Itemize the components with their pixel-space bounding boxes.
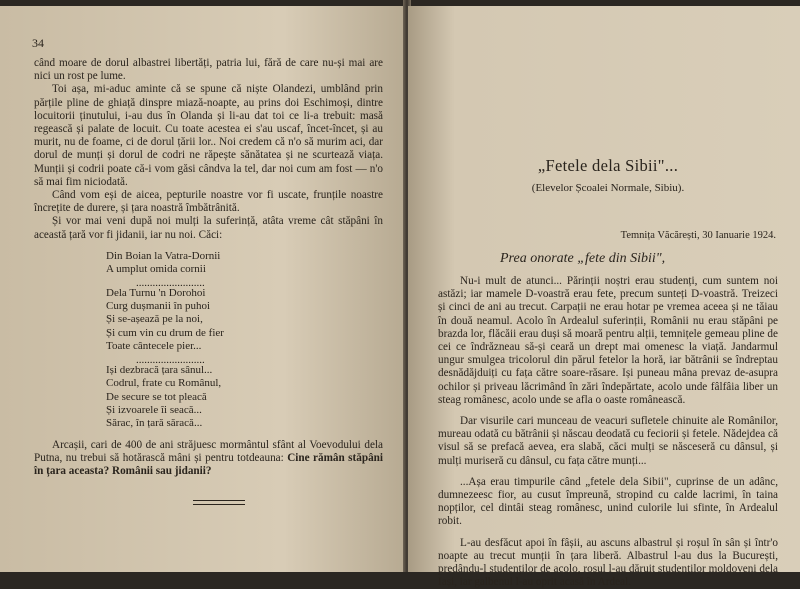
closing-text-wrap — [34, 439, 383, 479]
poem-separator: ......................... — [136, 353, 205, 366]
page-number: 34 — [32, 36, 44, 50]
right-body-text — [438, 275, 778, 589]
letter-subtitle: (Elevelor Școalei Normale, Sibiu). — [531, 182, 685, 194]
paragraph: Toi așa, mi-aduc aminte că se spune că niște Olandezi, umblând prin părțile pline de ghiață dinspre miază-noapte, au prins doi Eschimoși, dintre locuitorii ținutului, i-au dus în Olanda și li-au dat toi ce li-a trebuit: masă regească și palate de locuit. Cu toate acestea ei s'au uscaf, încet-încet, și au murit, nu de foame, ci de dorul țării lor.. Noi credem că n'o să murim aci, dar dorul de munți și dorul de codri ne răpește sănătatea și ne scurtează viața. Munții și codrii poate că-i vom găsi cândva la tel, dar noi cum am fost — n'o să mai fim niciodată. — [34, 83, 383, 188]
poem-line: Și se-așează pe la noi, — [106, 313, 203, 326]
poem-line: Sărac, în țară săracă... — [106, 417, 203, 430]
poem-line: A umplut omida cornii — [106, 263, 206, 276]
poem-line: Curg dușmanii în puhoi — [106, 300, 210, 313]
letter-title: „Fetele dela Sibii"... — [537, 156, 679, 175]
paragraph: Și vor mai veni după noi mulți la suferință, atâta vreme cât stăpâni în această țară vor fi jidanii, iar nu noi. Căci: — [34, 215, 383, 241]
poem-line: Codrul, frate cu Românul, — [106, 377, 222, 390]
poem-line: Și cum vin cu drum de fier — [106, 326, 224, 339]
poem — [106, 250, 383, 431]
salutation: Prea onorate „fete din Sibii", — [500, 251, 666, 266]
closing-paragraph — [34, 439, 383, 479]
poem-stanza — [106, 250, 383, 277]
left-body-text — [34, 57, 383, 242]
paragraph: Când vom eși de aicea, pepturile noastre vor fi uscate, frunțile noastre încrețite de durere, și țara noastră îmbătrânită. — [34, 189, 383, 215]
paragraph: Nu-i mult de atunci... Părinții noștri erau studenți, cum suntem noi astăzi; iar mamele D-voastră erau fete, precum sunteți D-voastră. Treizeci și cinci de ani au trecut. Carpații ne erau hotar pe vremea aceea și ne tăiau în două neamul. Acolo în Ardealul suferinții, Românii nu erau stăpâni pe brazda lor, flăcăii erau duși să moară pentru alții, temnițele gemeau pline de cei ce îndrăzneau să-și ceară un drept mai omenesc la viață. Jandarmul ungur smulgea tricolorul din părul fetelor la horă, iar bătrânii se îndreptau desnădăjduiți cu fața către soare-răsare. Iși puneau mâna prevaz de-asupra ochilor și priveau lăcrimând în zări îndepărtate, acolo unde fâlfâia liber un steag românesc, acolo unde se afla o oaste românească. — [438, 275, 778, 406]
end-rule — [193, 500, 245, 505]
right-page — [408, 6, 800, 589]
paragraph: L-au desfăcut apoi în fâșii, au ascuns albastrul și roșul în sân și într'o noapte au trecut munții în țara liberă. Albastrul l-au dus la București, predându-l studenților de acolo, roșul l-au dăruit studenților moldoveni dela Iași, iar galbenul l-au oprit acasă în Ardeal. — [438, 536, 778, 589]
poem-stanza — [106, 364, 383, 431]
paragraph: ...Așa erau timpurile când „fetele dela Sibii", cuprinse de un adânc, dumnezeesc fior, au cusut împreună, stropind cu calde lacrimi, în taina nopților, cel dintâi steag românesc, unind culorile lui sfinte, în Ardealul robit. — [438, 475, 778, 528]
closing-text: Arcașii, cari de 400 de ani străjuesc mormântul sfânt al Voevodului dela Putna, nu trebui să hotărască mâni și pentru totdeauna: — [34, 438, 383, 464]
paragraph: Dar visurile cari munceau de veacuri sufletele chinuite ale Românilor, mureau odată cu bătrânii și născau deodată cu feciorii și fetele. Nădejdea că visul să se prefacă aevea, era slabă, căci mulți se născeseră cu dânsul, și mulți muriseră cu dânsul, cu fața către munți... — [438, 415, 778, 467]
left-page — [0, 6, 405, 572]
place-date: Temnița Văcărești, 30 Ianuarie 1924. — [620, 230, 776, 241]
poem-separator: ......................... — [136, 276, 205, 289]
poem-line: Din Boian la Vatra-Dornii — [106, 249, 221, 262]
poem-stanza — [106, 287, 383, 354]
poem-line: Iși dezbracă țara sânul... — [106, 363, 213, 376]
poem-line: Toate cântecele pier... — [106, 340, 202, 353]
poem-line: De secure se tot pleacă — [106, 390, 207, 403]
poem-line: Dela Turnu 'n Dorohoi — [106, 286, 206, 299]
closing-question: Cine rămân stăpâni în țara aceasta? Românii sau jidanii? — [34, 451, 383, 478]
poem-line: Și izvoarele îi seacă... — [106, 403, 202, 416]
paragraph: când moare de dorul albastrei libertăți, patria lui, fără de care nu-și mai are nici un rost pe lume. — [34, 57, 383, 83]
